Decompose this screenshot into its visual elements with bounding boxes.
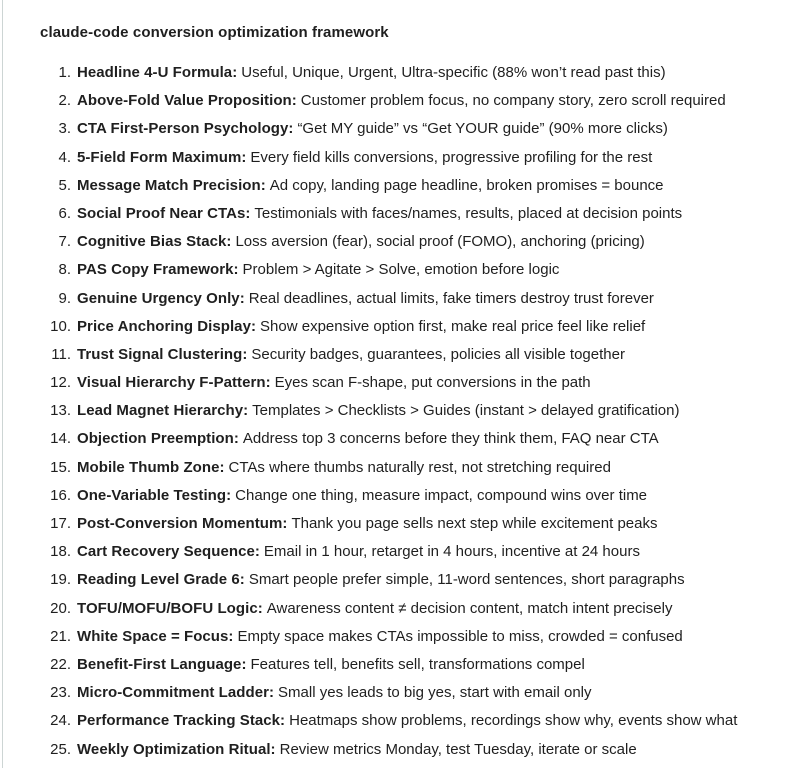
item-number: 11.: [51, 345, 71, 363]
item-label: Visual Hierarchy F-Pattern:: [77, 374, 271, 392]
item-text: Customer problem focus, no company story, zero scroll required: [300, 92, 726, 110]
item-content: [77, 482, 647, 510]
item-label: Price Anchoring Display:: [77, 317, 257, 335]
item-number: 25.: [50, 740, 71, 758]
item-content: [77, 538, 640, 566]
item-text: Empty space makes CTAs impossible to miss, crowded = confused: [237, 627, 683, 645]
item-content: [77, 200, 682, 228]
item-text: “Get MY guide” vs “Get YOUR guide” (90% more clicks): [297, 120, 668, 138]
item-label: Social Proof Near CTAs:: [77, 204, 251, 222]
page-title: claude-code conversion optimization framework: [40, 24, 389, 41]
item-number: 19.: [50, 571, 71, 589]
item-label: Weekly Optimization Ritual:: [77, 740, 276, 758]
item-content: [77, 566, 685, 594]
item-content: [77, 623, 683, 651]
item-content: [77, 651, 585, 679]
item-number: 24.: [50, 712, 71, 730]
list-item: [40, 59, 773, 87]
left-border-divider: [2, 0, 3, 768]
list-item: [40, 566, 773, 594]
item-number: 22.: [50, 655, 71, 673]
item-text: Every field kills conversions, progressive profiling for the rest: [250, 148, 653, 166]
item-content: [77, 115, 668, 143]
list-item: [40, 341, 773, 369]
item-number: 15.: [50, 458, 71, 476]
item-label: Micro-Commitment Ladder:: [77, 684, 275, 702]
item-content: [77, 425, 659, 453]
item-label: Mobile Thumb Zone:: [77, 458, 225, 476]
item-label: Headline 4-U Formula:: [77, 64, 238, 81]
item-content: [77, 144, 652, 172]
item-content: [77, 736, 637, 764]
item-text: Features tell, benefits sell, transformations compel: [250, 655, 585, 673]
list-item: [40, 172, 773, 200]
item-text: Address top 3 concerns before they think them, FAQ near CTA: [242, 430, 659, 448]
item-number: 9.: [58, 289, 71, 307]
item-text: Useful, Unique, Urgent, Ultra-specific (88% won’t read past this): [241, 64, 666, 81]
list-item: [40, 623, 773, 651]
list-item: [40, 679, 773, 707]
item-number: 8.: [58, 261, 71, 279]
list-item: [40, 482, 773, 510]
item-text: Problem > Agitate > Solve, emotion before logic: [242, 261, 560, 279]
item-text: Templates > Checklists > Guides (instant > delayed gratification): [252, 402, 680, 420]
item-content: [77, 679, 592, 707]
list-item: [40, 454, 773, 482]
list-item: [40, 285, 773, 313]
item-content: [77, 256, 559, 284]
list-item: [40, 736, 773, 764]
item-number: 10.: [50, 317, 71, 335]
item-label: Message Match Precision:: [77, 176, 266, 194]
list-item: [40, 87, 773, 115]
item-label: White Space = Focus:: [77, 627, 234, 645]
item-number: 3.: [58, 120, 71, 138]
item-text: Show expensive option first, make real price feel like relief: [260, 317, 646, 335]
item-label: Benefit-First Language:: [77, 655, 247, 673]
item-label: Objection Preemption:: [77, 430, 239, 448]
list-item: [40, 228, 773, 256]
list-item: [40, 144, 773, 172]
item-label: One-Variable Testing:: [77, 486, 232, 504]
item-content: [77, 285, 654, 313]
item-number: 23.: [50, 684, 71, 702]
item-text: Security badges, guarantees, policies all visible together: [251, 345, 625, 363]
item-text: Real deadlines, actual limits, fake timers destroy trust forever: [248, 289, 654, 307]
list-item: [40, 425, 773, 453]
item-content: [77, 397, 679, 425]
list-item: [40, 707, 773, 735]
item-number: 17.: [50, 515, 71, 532]
item-number: 5.: [58, 176, 71, 194]
item-text: Awareness content ≠ decision content, match intent precisely: [266, 599, 673, 617]
item-text: CTAs where thumbs naturally rest, not stretching required: [228, 458, 611, 476]
list-item: [40, 397, 773, 425]
item-text: Change one thing, measure impact, compound wins over time: [235, 486, 648, 504]
item-label: Post-Conversion Momentum:: [77, 515, 288, 532]
list-item: [40, 651, 773, 679]
list-item: [40, 115, 773, 143]
item-content: [77, 369, 591, 397]
item-label: Above-Fold Value Proposition:: [77, 92, 297, 110]
list-item: [40, 595, 773, 623]
item-number: 4.: [58, 148, 71, 166]
item-text: Small yes leads to big yes, start with email only: [278, 684, 592, 702]
item-number: 18.: [50, 543, 71, 561]
item-number: 7.: [58, 233, 71, 251]
item-number: 6.: [58, 204, 71, 222]
item-number: 16.: [50, 486, 71, 504]
item-label: Reading Level Grade 6:: [77, 571, 245, 589]
list-item: [40, 369, 773, 397]
item-text: Loss aversion (fear), social proof (FOMO), anchoring (pricing): [235, 233, 645, 251]
item-label: CTA First-Person Psychology:: [77, 120, 294, 138]
item-text: Eyes scan F-shape, put conversions in the path: [274, 374, 591, 392]
item-content: [77, 87, 726, 115]
item-content: [77, 313, 645, 341]
item-label: Cognitive Bias Stack:: [77, 233, 232, 251]
item-label: 5-Field Form Maximum:: [77, 148, 247, 166]
item-number: 2.: [58, 92, 71, 110]
item-label: Cart Recovery Sequence:: [77, 543, 260, 561]
item-number: 12.: [50, 374, 71, 392]
item-number: 14.: [50, 430, 71, 448]
item-number: 1.: [58, 64, 71, 81]
item-text: Smart people prefer simple, 11-word sentences, short paragraphs: [248, 571, 685, 589]
item-number: 13.: [50, 402, 71, 420]
item-content: [77, 341, 625, 369]
item-content: [77, 510, 657, 538]
item-content: [77, 454, 611, 482]
item-label: Lead Magnet Hierarchy:: [77, 402, 249, 420]
item-content: [77, 595, 672, 623]
item-text: Thank you page sells next step while excitement peaks: [291, 515, 658, 532]
item-text: Ad copy, landing page headline, broken promises = bounce: [269, 176, 664, 194]
item-content: [77, 228, 645, 256]
list-item: [40, 538, 773, 566]
list-item: [40, 510, 773, 538]
item-text: Testimonials with faces/names, results, placed at decision points: [254, 204, 683, 222]
item-label: PAS Copy Framework:: [77, 261, 239, 279]
item-label: TOFU/MOFU/BOFU Logic:: [77, 599, 263, 617]
framework-list: [0, 59, 785, 764]
item-label: Trust Signal Clustering:: [77, 345, 248, 363]
item-text: Review metrics Monday, test Tuesday, iterate or scale: [279, 740, 637, 758]
item-content: [77, 707, 737, 735]
item-content: [77, 172, 664, 200]
item-text: Email in 1 hour, retarget in 4 hours, incentive at 24 hours: [263, 543, 640, 561]
list-item: [40, 200, 773, 228]
list-item: [40, 313, 773, 341]
item-number: 20.: [50, 599, 71, 617]
item-number: 21.: [50, 627, 71, 645]
item-content: [77, 59, 666, 87]
list-item: [40, 256, 773, 284]
item-text: Heatmaps show problems, recordings show why, events show what: [289, 712, 738, 730]
item-label: Performance Tracking Stack:: [77, 712, 286, 730]
item-label: Genuine Urgency Only:: [77, 289, 245, 307]
